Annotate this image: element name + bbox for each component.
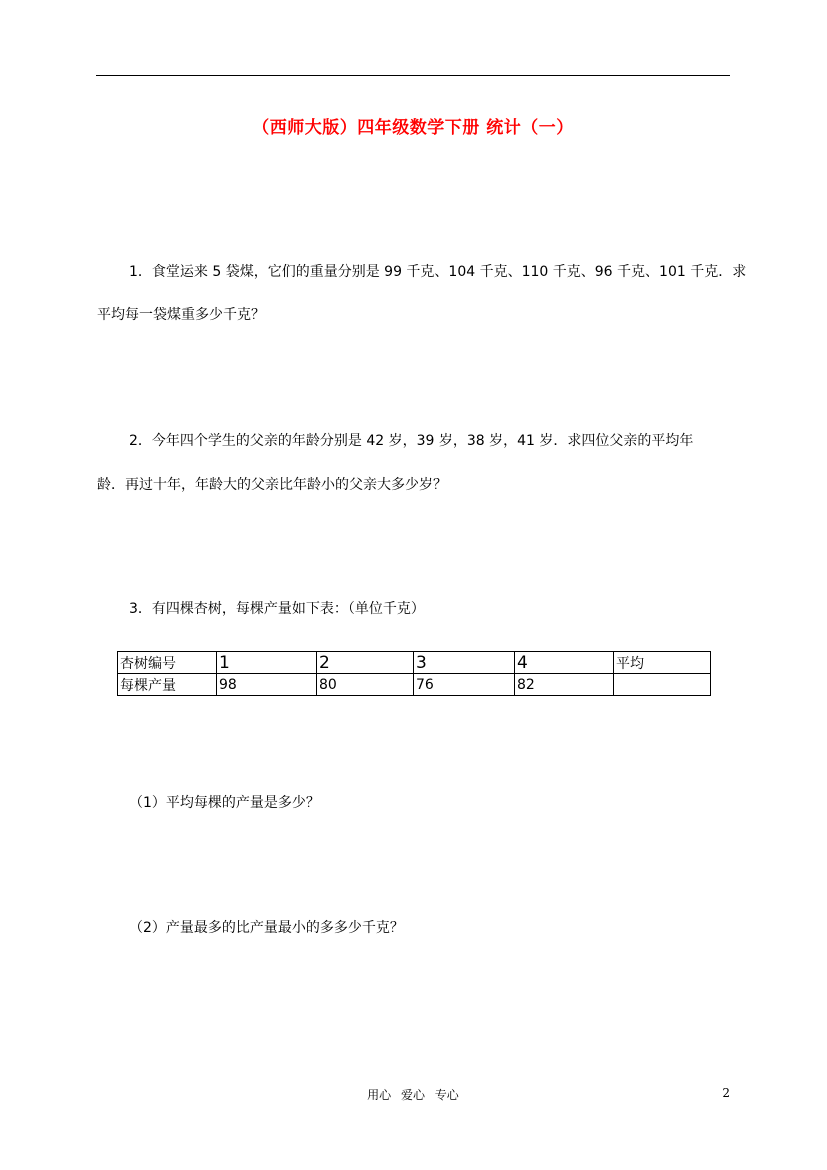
table-cell: 每棵产量 [118,674,217,696]
question-2-line-2: 龄．再过十年，年龄大的父亲比年龄小的父亲大多少岁？ [97,477,447,493]
apricot-yield-table [117,651,711,696]
table-cell: 4 [515,652,614,674]
question-3-intro: 3．有四棵杏树，每棵产量如下表：（单位千克） [129,601,425,617]
page-title: （西师大版）四年级数学下册 统计（一） [252,118,574,138]
table-cell: 82 [515,674,614,696]
table-cell: 1 [217,652,317,674]
question-2-line-1: 2．今年四个学生的父亲的年龄分别是 42 岁，39 岁，38 岁，41 岁．求四位父亲的平均年 [129,433,694,449]
table-cell: 76 [414,674,515,696]
table-header-row [118,652,711,674]
question-3-sub-2: （2）产量最多的比产量最小的多多少千克？ [129,920,404,936]
table-cell: 98 [217,674,317,696]
footer-text: 用心 爱心 专心 [367,1088,459,1102]
table-cell-average-blank [614,674,711,696]
table-cell: 3 [414,652,515,674]
table-row [118,674,711,696]
table-cell: 80 [317,674,414,696]
question-3-sub-1: （1）平均每棵的产量是多少？ [129,795,320,811]
page-number: 2 [722,1086,730,1100]
table-cell: 杏树编号 [118,652,217,674]
table-cell: 2 [317,652,414,674]
table-cell: 平均 [614,652,711,674]
question-1-line-1: 1．食堂运来 5 袋煤，它们的重量分别是 99 千克、104 千克、110 千克、96 千克、101 千克．求 [129,264,747,280]
header-rule [96,75,730,76]
question-1-line-2: 平均每一袋煤重多少千克？ [97,307,265,323]
